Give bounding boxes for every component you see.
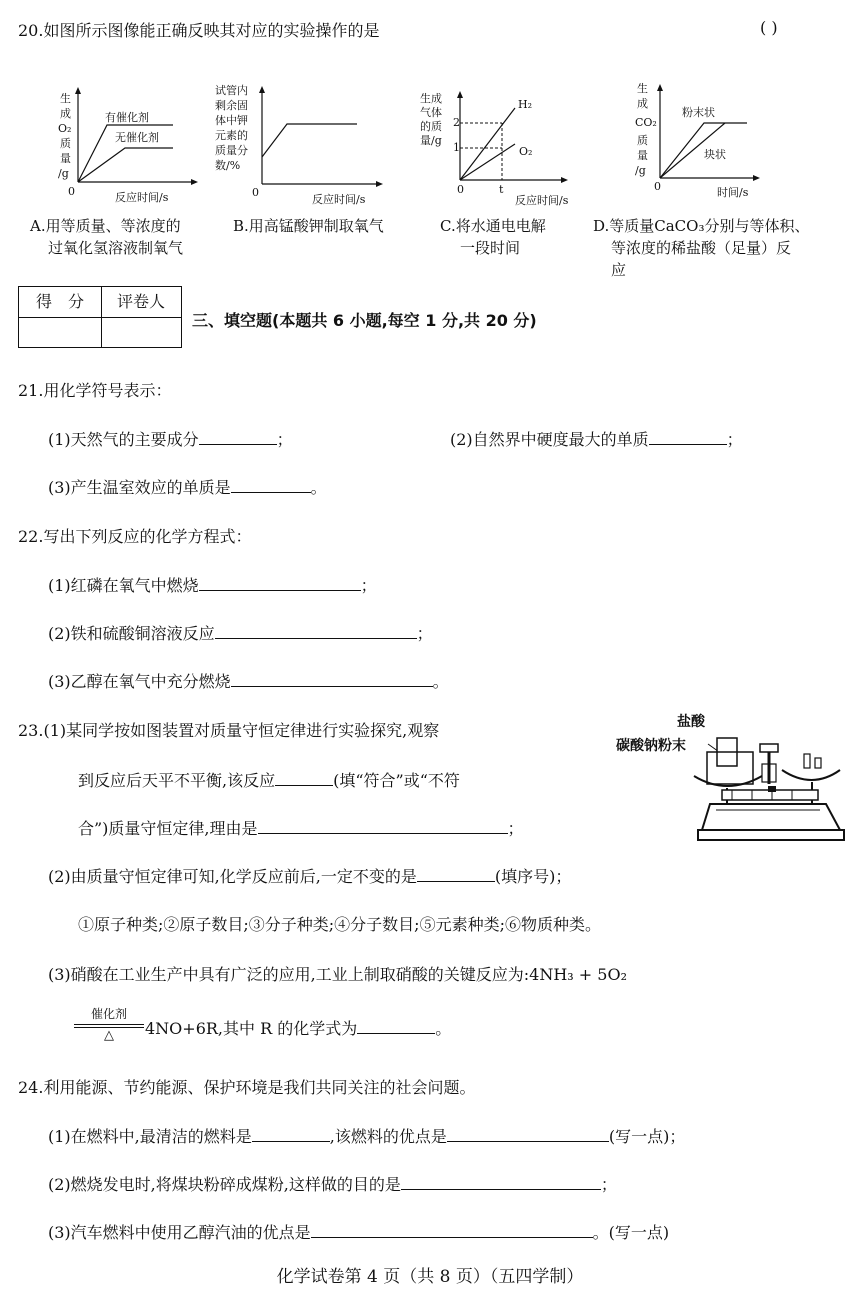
- svg-text:有催化剂: 有催化剂: [105, 111, 149, 124]
- svg-text:量: 量: [60, 152, 71, 165]
- grader-label: 评卷人: [116, 292, 165, 311]
- q23-part2: (2)由质量守恒定律可知,化学反应前后,一定不变的是 (填序号)；: [48, 864, 571, 887]
- option-c-line2: 一段时间: [460, 239, 521, 257]
- balance-figure: [612, 712, 842, 851]
- q24-part3: (3)汽车燃料中使用乙醇汽油的优点是 。(写一点): [48, 1220, 669, 1243]
- q22-part3: (3)乙醇在氧气中充分燃烧 。: [48, 669, 449, 692]
- svg-text:试管内: 试管内: [215, 84, 248, 97]
- svg-text:气体: 气体: [420, 106, 442, 119]
- svg-text:量/g: 量/g: [420, 134, 442, 147]
- svg-text:质: 质: [637, 134, 648, 147]
- graph-a: [55, 85, 200, 209]
- svg-text:1: 1: [453, 141, 460, 154]
- option-c-line1: C.将水通电电解: [440, 217, 546, 235]
- score-box: [18, 286, 182, 348]
- graph-c: [415, 90, 590, 214]
- svg-text:2: 2: [453, 116, 460, 129]
- svg-text:体中钾: 体中钾: [215, 114, 248, 127]
- q23-options: ①原子种类;②原子数目;③分子种类;④分子数目;⑤元素种类;⑥物质种类。: [78, 915, 601, 934]
- graph-b: [212, 82, 387, 211]
- option-a-line2: 过氧化氢溶液制氧气: [48, 239, 184, 257]
- svg-text:生: 生: [637, 82, 648, 95]
- svg-text:H₂: H₂: [518, 98, 533, 111]
- option-d-line3: 应: [611, 261, 627, 279]
- q21-part1: (1)天然气的主要成分 ；: [48, 427, 293, 450]
- svg-text:数/%: 数/%: [215, 159, 241, 172]
- reaction-condition: [74, 1005, 144, 1045]
- q21-part3: (3)产生温室效应的单质是 。: [48, 475, 327, 498]
- section-title: 三、填空题(本题共 6 小题,每空 1 分,共 20 分): [192, 311, 537, 330]
- svg-text:O₂: O₂: [58, 122, 72, 135]
- graph-c-h2-line: [460, 108, 515, 180]
- graph-a-ylabel-0: 生: [60, 92, 71, 105]
- q22-stem: 22.写出下列反应的化学方程式：: [18, 527, 252, 546]
- graph-b-curve: [262, 124, 357, 157]
- svg-text:量: 量: [637, 149, 648, 162]
- page-footer: 化学试卷第 4 页（共 8 页）（五四学制）: [276, 1267, 584, 1287]
- score-label: 得 分: [35, 292, 84, 311]
- svg-text:CO₂: CO₂: [635, 116, 657, 129]
- svg-text:/g: /g: [58, 167, 69, 180]
- svg-text:0: 0: [457, 183, 464, 196]
- svg-text:成: 成: [60, 107, 71, 120]
- graph-d: [632, 80, 767, 209]
- q24-part2: (2)燃烧发电时,将煤块粉碎成煤粉,这样做的目的是 ；: [48, 1172, 617, 1195]
- svg-text:/g: /g: [635, 164, 646, 177]
- q23-part3: (3)硝酸在工业生产中具有广泛的应用,工业上制取硝酸的关键反应为:4NH₃ + 5O₂: [48, 965, 627, 984]
- svg-text:粉末状: 粉末状: [682, 106, 715, 119]
- option-b: B.用高锰酸钾制取氧气: [233, 217, 384, 235]
- svg-text:时间/s: 时间/s: [717, 186, 749, 199]
- svg-text:剩余固: 剩余固: [215, 99, 248, 112]
- svg-text:质: 质: [60, 137, 71, 150]
- catalyst-label: 催化剂: [90, 1007, 127, 1021]
- svg-text:生成: 生成: [420, 92, 442, 105]
- fig-label-powder: 碳酸钠粉末: [616, 738, 686, 754]
- option-a-line1: A.用等质量、等浓度的: [30, 217, 181, 235]
- q23-line2: 到反应后天平不平衡,该反应 (填“符合”或“不符: [78, 768, 460, 791]
- svg-text:0: 0: [252, 186, 259, 199]
- graph-a-xlabel: 反应时间/s: [115, 191, 169, 204]
- q22-part2: (2)铁和硫酸铜溶液反应 ；: [48, 621, 433, 644]
- svg-text:成: 成: [637, 97, 648, 110]
- svg-text:无催化剂: 无催化剂: [115, 131, 159, 144]
- svg-text:t: t: [499, 183, 504, 196]
- graph-c-o2-line: [460, 144, 515, 180]
- svg-text:0: 0: [654, 180, 661, 193]
- heat-label: △: [104, 1028, 114, 1043]
- q21-part2: (2)自然界中硬度最大的单质 ；: [450, 427, 743, 450]
- svg-text:O₂: O₂: [519, 145, 533, 158]
- q23-line1: 23.(1)某同学按如图装置对质量守恒定律进行实验探究,观察: [18, 721, 440, 740]
- q24-stem: 24.利用能源、节约能源、保护环境是我们共同关注的社会问题。: [18, 1078, 476, 1097]
- option-d-line2: 等浓度的稀盐酸（足量）反: [611, 239, 792, 257]
- graph-a-origin: 0: [68, 185, 75, 198]
- option-d-line1: D.等质量CaCO₃分别与等体积、: [593, 217, 810, 235]
- svg-text:反应时间/s: 反应时间/s: [312, 193, 366, 206]
- svg-text:元素的: 元素的: [215, 129, 248, 142]
- svg-text:块状: 块状: [704, 148, 726, 161]
- q22-part1: (1)红磷在氧气中燃烧 ；: [48, 573, 377, 596]
- answer-paren: ( ): [760, 18, 778, 37]
- svg-text:的质: 的质: [420, 120, 442, 133]
- q23-line3: 合”)质量守恒定律,理由是 ；: [78, 816, 524, 839]
- q20-stem: 20.如图所示图像能正确反映其对应的实验操作的是: [18, 21, 380, 40]
- q24-part1: (1)在燃料中,最清洁的燃料是 ,该燃料的优点是 (写一点)；: [48, 1124, 685, 1147]
- svg-text:反应时间/s: 反应时间/s: [515, 194, 569, 207]
- fig-label-hcl: 盐酸: [677, 714, 705, 730]
- svg-text:质量分: 质量分: [215, 144, 248, 157]
- q21-stem: 21.用化学符号表示：: [18, 381, 172, 400]
- q23-formula-line: 4NO+6R,其中 R 的化学式为 。: [145, 1016, 451, 1039]
